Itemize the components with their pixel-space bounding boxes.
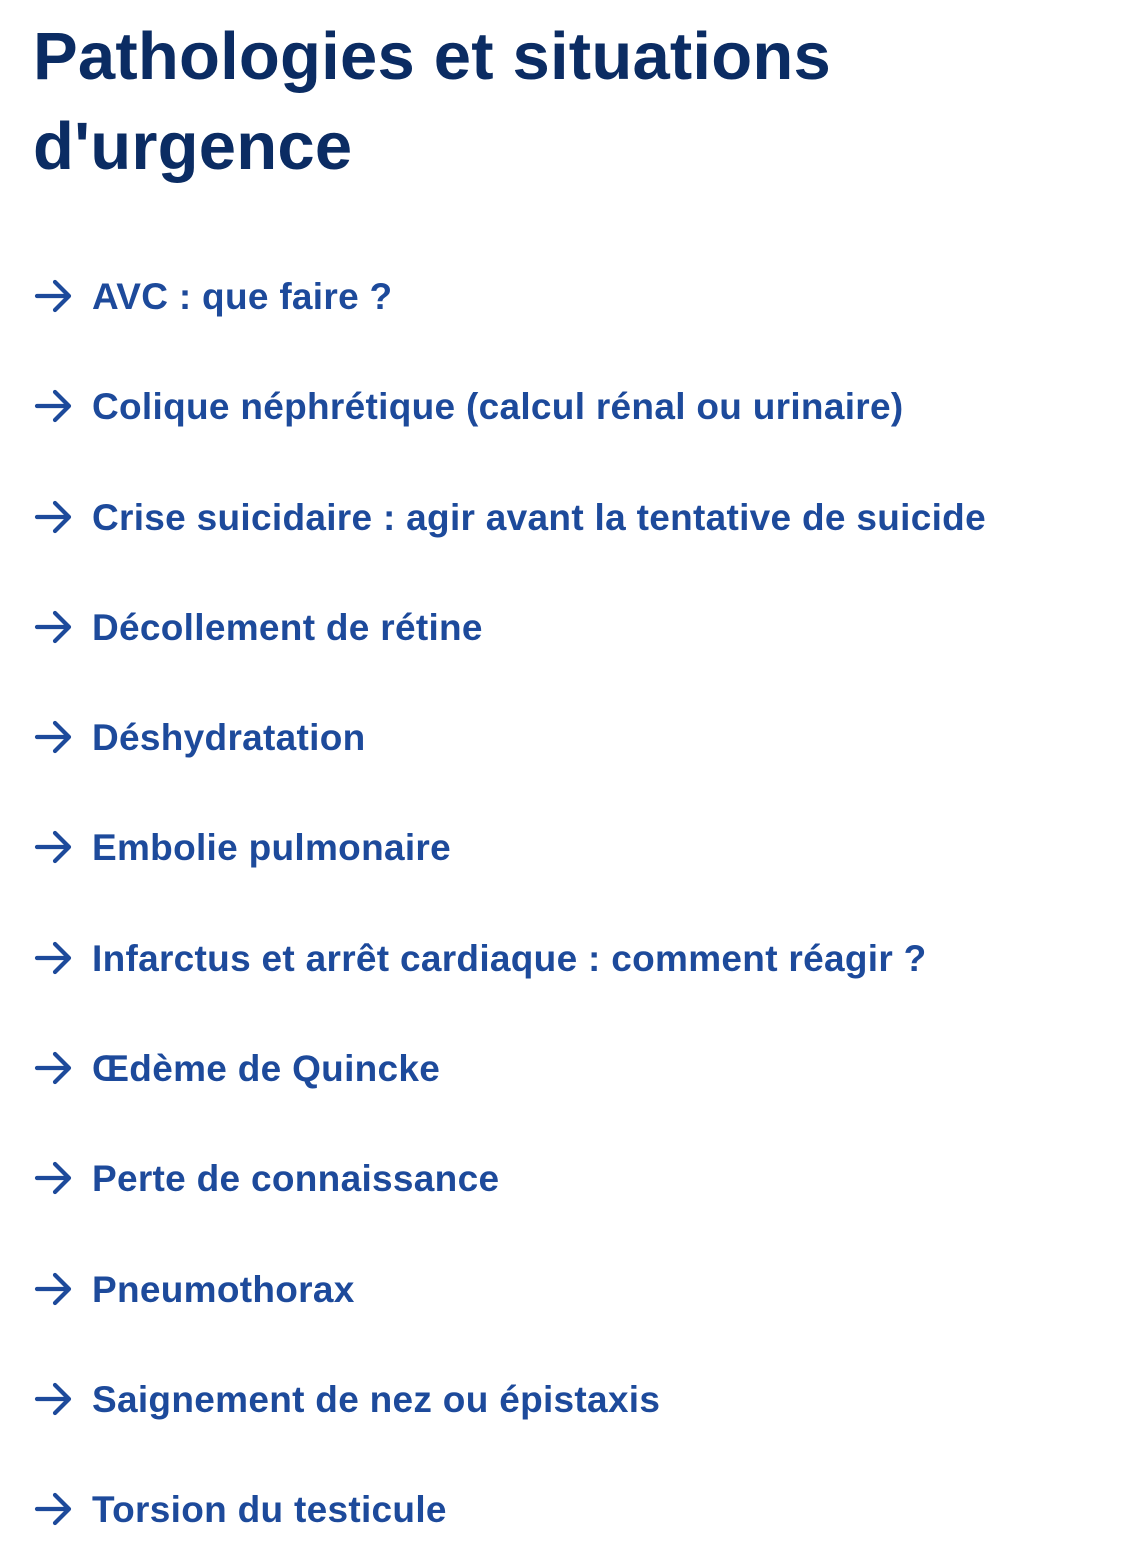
list-item-avc[interactable]: [0, 243, 1135, 353]
arrow-right-icon: [33, 1378, 75, 1420]
link-saignement-nez[interactable]: Saignement de nez ou épistaxis: [92, 1378, 661, 1420]
link-torsion-testicule[interactable]: Torsion du testicule: [92, 1489, 447, 1531]
link-decollement-retine[interactable]: Décollement de rétine: [92, 606, 483, 648]
arrow-right-icon: [33, 826, 75, 868]
arrow-right-icon: [33, 716, 75, 758]
arrow-right-icon: [33, 606, 75, 648]
list-item-oedeme-quincke[interactable]: [0, 1015, 1135, 1125]
list-item-crise-suicidaire[interactable]: [0, 464, 1135, 574]
arrow-right-icon: [33, 496, 75, 538]
list-item-deshydratation[interactable]: [0, 684, 1135, 794]
link-avc[interactable]: AVC : que faire ?: [92, 276, 393, 317]
list-item-pneumothorax[interactable]: [0, 1236, 1135, 1346]
arrow-right-icon: [33, 937, 75, 979]
arrow-right-icon: [33, 1157, 75, 1199]
link-perte-connaissance[interactable]: Perte de connaissance: [92, 1158, 500, 1200]
link-infarctus[interactable]: Infarctus et arrêt cardiaque : comment réagir ?: [92, 937, 927, 979]
page-title: Pathologies et situations d'urgence: [33, 19, 831, 184]
list-item-colique-nephretique[interactable]: [0, 353, 1135, 463]
link-oedeme-quincke[interactable]: Œdème de Quincke: [92, 1048, 441, 1090]
arrow-right-icon: [33, 1047, 75, 1089]
list-item-embolie-pulmonaire[interactable]: [0, 794, 1135, 904]
link-pneumothorax[interactable]: Pneumothorax: [92, 1268, 355, 1310]
arrow-right-icon: [33, 1268, 75, 1310]
link-embolie-pulmonaire[interactable]: Embolie pulmonaire: [92, 827, 452, 869]
arrow-right-icon: [33, 1488, 75, 1530]
link-crise-suicidaire[interactable]: Crise suicidaire : agir avant la tentative de suicide: [92, 496, 986, 538]
link-deshydratation[interactable]: Déshydratation: [92, 717, 366, 759]
list-item-saignement-nez[interactable]: [0, 1346, 1135, 1456]
list-item-torsion-testicule[interactable]: [0, 1456, 1135, 1566]
arrow-right-icon: [33, 275, 75, 317]
urgency-link-list: [0, 243, 1135, 1567]
link-colique-nephretique[interactable]: Colique néphrétique (calcul rénal ou urinaire): [92, 386, 904, 428]
list-item-infarctus[interactable]: [0, 905, 1135, 1015]
list-item-perte-connaissance[interactable]: [0, 1125, 1135, 1235]
arrow-right-icon: [33, 385, 75, 427]
list-item-decollement-retine[interactable]: [0, 574, 1135, 684]
